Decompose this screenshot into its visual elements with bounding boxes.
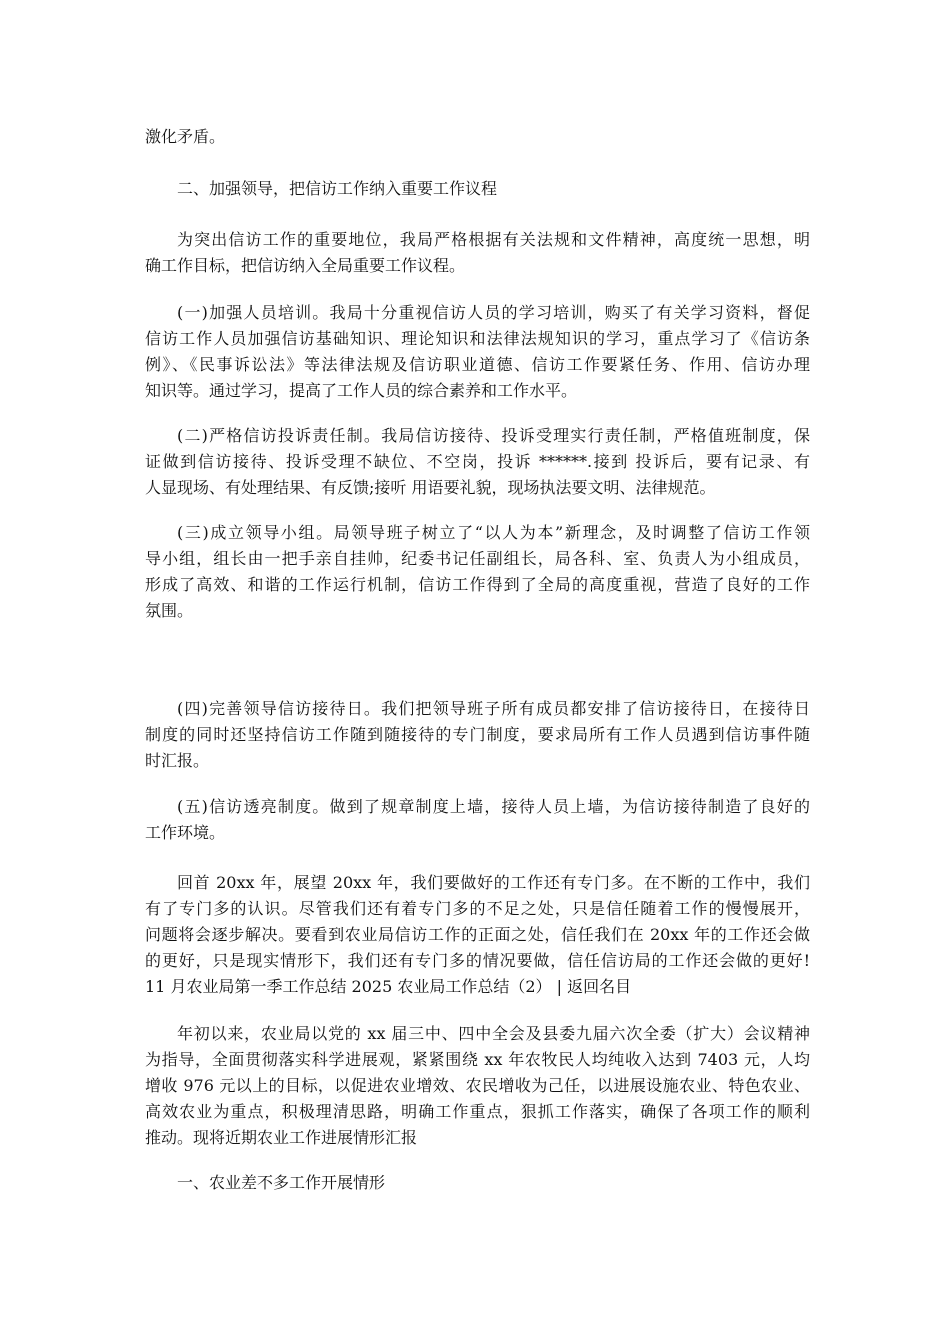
text-line: 时汇报。 (145, 751, 210, 770)
text-line: 激化矛盾。 (145, 127, 226, 146)
text-line: 回首 20xx 年，展望 20xx 年，我们要做好的工作还有专门多。在不断的工作中，我们 (177, 873, 810, 892)
paragraph-responsibility (145, 423, 810, 501)
paragraph-transparency (145, 794, 810, 846)
paragraph-leadership (145, 227, 810, 279)
paragraph-reception-day (145, 696, 810, 774)
text-line: 增收 976 元以上的目标，以促进农业增效、农民增收为己任，以进展设施农业、特色农业、 (145, 1076, 810, 1095)
paragraph-training (145, 300, 810, 404)
paragraph-outlook (145, 870, 810, 1000)
text-line: 二、加强领导，把信访工作纳入重要工作议程 (177, 179, 498, 198)
text-line: (一)加强人员培训。我局十分重视信访人员的学习培训，购买了有关学习资料，督促 (177, 303, 810, 322)
text-line: 知识等。通过学习，提高了工作人员的综合素养和工作水平。 (145, 381, 578, 400)
paragraph-intro-end (145, 124, 810, 150)
text-line: 制度的同时还坚持信访工作随到随接待的专门制度，要求局所有工作人员遇到信访事件随 (145, 725, 810, 744)
text-line: 导小组，组长由一把手亲自挂帅，纪委书记任副组长，局各科、室、负责人为小组成员， (145, 549, 810, 568)
text-line: (五)信访透亮制度。做到了规章制度上墙，接待人员上墙，为信访接待制造了良好的 (177, 797, 810, 816)
text-line: 有了专门多的认识。尽管我们还有着专门多的不足之处，只是信任随着工作的慢慢展开， (145, 899, 810, 918)
paragraph-leading-group (145, 520, 810, 624)
text-line: 11 月农业局第一季工作总结 2025 农业局工作总结（2） | 返回名目 (145, 977, 632, 996)
text-line: 形成了高效、和谐的工作运行机制，信访工作得到了全局的高度重视，营造了良好的工作 (145, 575, 810, 594)
text-line: 确工作目标，把信访纳入全局重要工作议程。 (145, 256, 466, 275)
text-line: 的更好，只是现实情形下，我们还有专门多的情况要做，信任信访局的工作还会做的更好! (145, 951, 810, 970)
text-line: 推动。现将近期农业工作进展情形汇报 (145, 1128, 418, 1147)
text-line: 高效农业为重点，积极理清思路，明确工作重点，狠抓工作落实，确保了各项工作的顺利 (145, 1102, 810, 1121)
text-line: (四)完善领导信访接待日。我们把领导班子所有成员都安排了信访接待日，在接待日 (177, 699, 810, 718)
text-line: 氛围。 (145, 601, 194, 620)
text-line: 问题将会逐步解决。要看到农业局信访工作的正面之处，信任我们在 20xx 年的工作还会做 (145, 925, 810, 944)
text-line: 证做到信访接待、投诉受理不缺位、不空岗，投诉 ******.接到 投诉后，要有记录、有 (145, 452, 810, 471)
text-line: 一、农业差不多工作开展情形 (177, 1173, 386, 1192)
section-heading-1 (145, 1170, 810, 1196)
text-line: 为指导，全面贯彻落实科学进展观，紧紧围绕 xx 年农牧民人均纯收入达到 7403 元，人均 (145, 1050, 810, 1069)
text-line: 工作环境。 (145, 823, 226, 842)
text-line: 信访工作人员加强信访基础知识、理论知识和法律法规知识的学习，重点学习了《信访条 (145, 329, 810, 348)
text-line: 为突出信访工作的重要地位，我局严格根据有关法规和文件精神，高度统一思想，明 (177, 230, 810, 249)
text-line: 人显现场、有处理结果、有反馈;接听 用语要礼貌，现场执法要文明、法律规范。 (145, 478, 716, 497)
text-line: 例》、《民事诉讼法》等法律法规及信访职业道德、信访工作要紧任务、作用、信访办理 (145, 355, 810, 374)
text-line: (二)严格信访投诉责任制。我局信访接待、投诉受理实行责任制，严格值班制度，保 (177, 426, 810, 445)
section-heading-2 (145, 176, 810, 202)
paragraph-agriculture-intro (145, 1021, 810, 1151)
text-line: 年初以来，农业局以党的 xx 届三中、四中全会及县委九届六次全委（扩大）会议精神 (177, 1024, 810, 1043)
text-line: (三)成立领导小组。局领导班子树立了“以人为本”新理念，及时调整了信访工作领 (177, 523, 810, 542)
